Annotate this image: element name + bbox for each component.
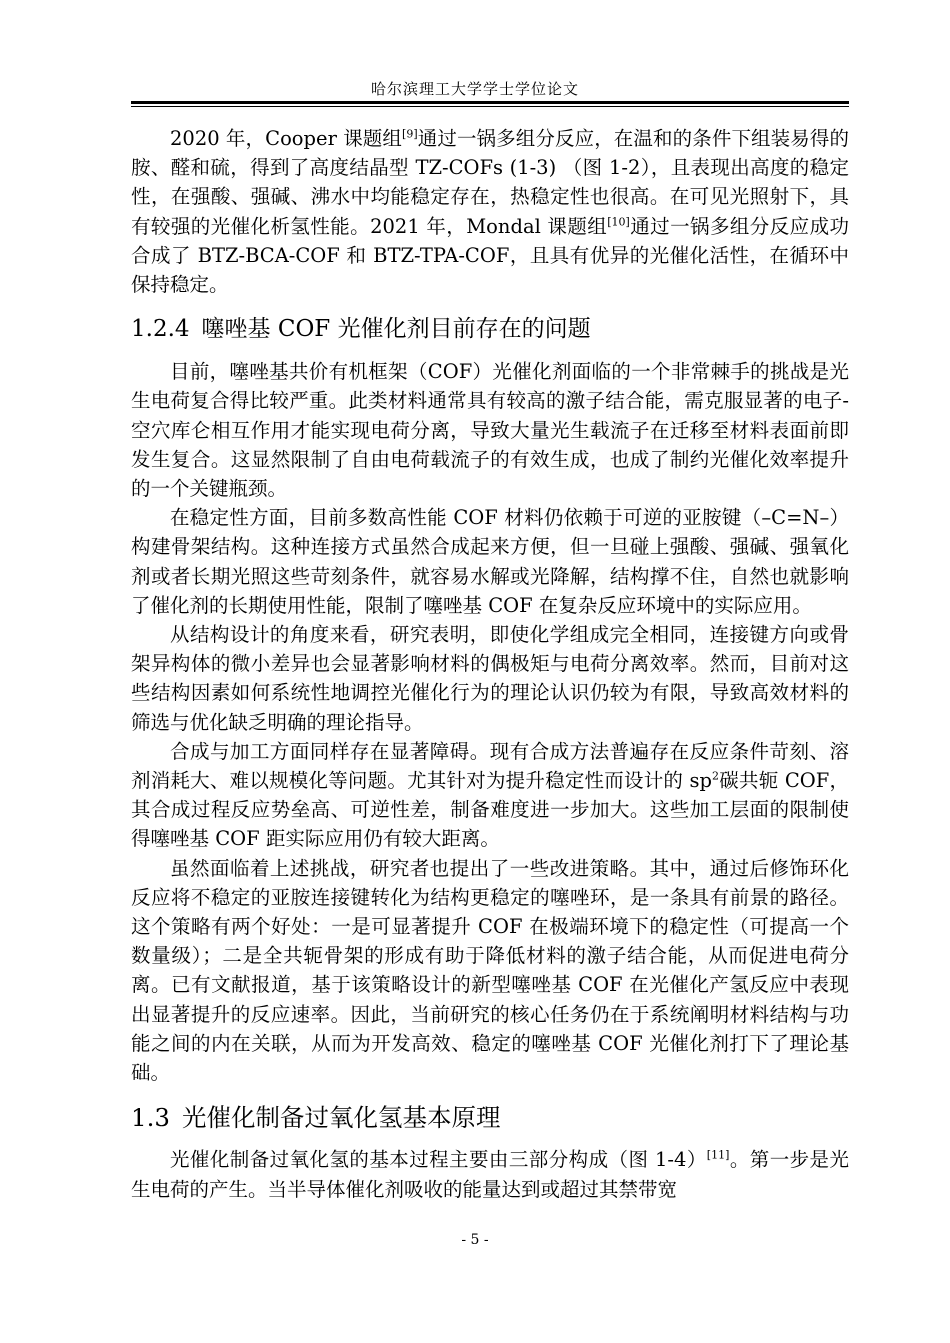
running-header: 哈尔滨理工大学学士学位论文: [370, 80, 579, 98]
paragraph-synthesis: [131, 737, 849, 854]
section-number: 1.3: [131, 1103, 170, 1133]
body-text: [131, 124, 849, 1204]
page-number: - 5 -: [461, 1232, 489, 1248]
text-run: 。第一步是光生电荷的产生。当半导体催化剂吸收的能量达到或超过其禁带宽: [131, 1148, 849, 1201]
text-run: 通过一锅多组分反应成功合成了 BTZ-BCA-COF 和 BTZ-TPA-COF，且具有优异的光催化活性，在循环中保持稳定。: [131, 214, 849, 297]
paragraph-cooper-mondal: [131, 124, 849, 299]
text-run: 通过一锅多组分反应，在温和的条件下组装易得的胺、醛和硫，得到了高度结晶型 TZ-COFs (1-3) （图 1-2），且表现出高度的稳定性，在强酸、强碱、沸水中均能稳定存在，热稳定性也很高。在可见光照射下，具有较强的光催化析氢性能。2021 年，Mondal 课题组: [131, 127, 849, 238]
citation-ref: [9]: [402, 127, 418, 141]
header-rule-thick: [131, 101, 849, 104]
paragraph-structure-design: 从结构设计的角度来看，研究表明，即使化学组成完全相同，连接键方向或骨架异构体的微小差异也会显著影响材料的偶极矩与电荷分离效率。然而，目前对这些结构因素如何系统性地调控光催化行为的理论认识仍较为有限，导致高效材料的筛选与优化缺乏明确的理论指导。: [131, 623, 849, 734]
section-heading-1-3: [131, 1100, 849, 1136]
header-rule-thin: [131, 106, 849, 107]
paragraph-h2o2-principle: [131, 1145, 849, 1203]
paragraph-stability: 在稳定性方面，目前多数高性能 COF 材料仍依赖于可逆的亚胺键（–C=N–）构建骨架结构。这种连接方式虽然合成起来方便，但一旦碰上强酸、强碱、强氧化剂或者长期光照这些苛刻条件，就容易水解或光降解，结构撑不住，自然也就影响了催化剂的长期使用性能，限制了噻唑基 COF 在复杂反应环境中的实际应用。: [131, 506, 849, 617]
text-run: 光催化制备过氧化氢的基本过程主要由三部分构成（图 1-4）: [170, 1148, 707, 1172]
text-run: 2020 年，Cooper 课题组: [170, 127, 403, 150]
paragraph-strategies: 虽然面临着上述挑战，研究者也提出了一些改进策略。其中，通过后修饰环化反应将不稳定的亚胺连接键转化为结构更稳定的噻唑环，是一条具有前景的路径。这个策略有两个好处：一是可显著提升 COF 在极端环境下的稳定性（可提高一个数量级）；二是全共轭骨架的形成有助于降低材料的激子结合能，从而促进电荷分离。已有文献报道，基于该策略设计的新型噻唑基 COF 在光催化产氢反应中表现出显著提升的反应速率。因此，当前研究的核心任务仍在于系统阐明材料结构与功能之间的内在关联，从而为开发高效、稳定的噻唑基 COF 光催化剂打下了理论基础。: [131, 856, 849, 1085]
text-run: 合成与加工方面同样存在显著障碍。现有合成方法普遍存在反应条件苛刻、溶剂消耗大、难以规模化等问题。尤其针对为提升稳定性而设计的 sp: [131, 739, 849, 793]
citation-ref: [11]: [706, 1148, 730, 1162]
section-heading-1-2-4: [131, 312, 849, 346]
paragraph-charge-recombination: 目前，噻唑基共价有机框架（COF）光催化剂面临的一个非常棘手的挑战是光生电荷复合得比较严重。此类材料通常具有较高的激子结合能，需克服显著的电子-空穴库仑相互作用才能实现电荷分离，导致大量光生载流子在迁移至材料表面前即发生复合。这显然限制了自由电荷载流子的有效生成，也成了制约光催化效率提升的一个关键瓶颈。: [131, 360, 849, 501]
section-number: 1.2.4: [131, 316, 190, 343]
section-title: 噻唑基 COF 光催化剂目前存在的问题: [201, 316, 591, 343]
superscript: 2: [712, 769, 720, 783]
section-title: 光催化制备过氧化氢基本原理: [181, 1103, 501, 1133]
text-run: 碳共轭 COF，其合成过程反应势垒高、可逆性差，制备难度进一步加大。这些加工层面的限制使得噻唑基 COF 距实际应用仍有较大距离。: [131, 769, 849, 851]
citation-ref: [10]: [607, 215, 630, 229]
